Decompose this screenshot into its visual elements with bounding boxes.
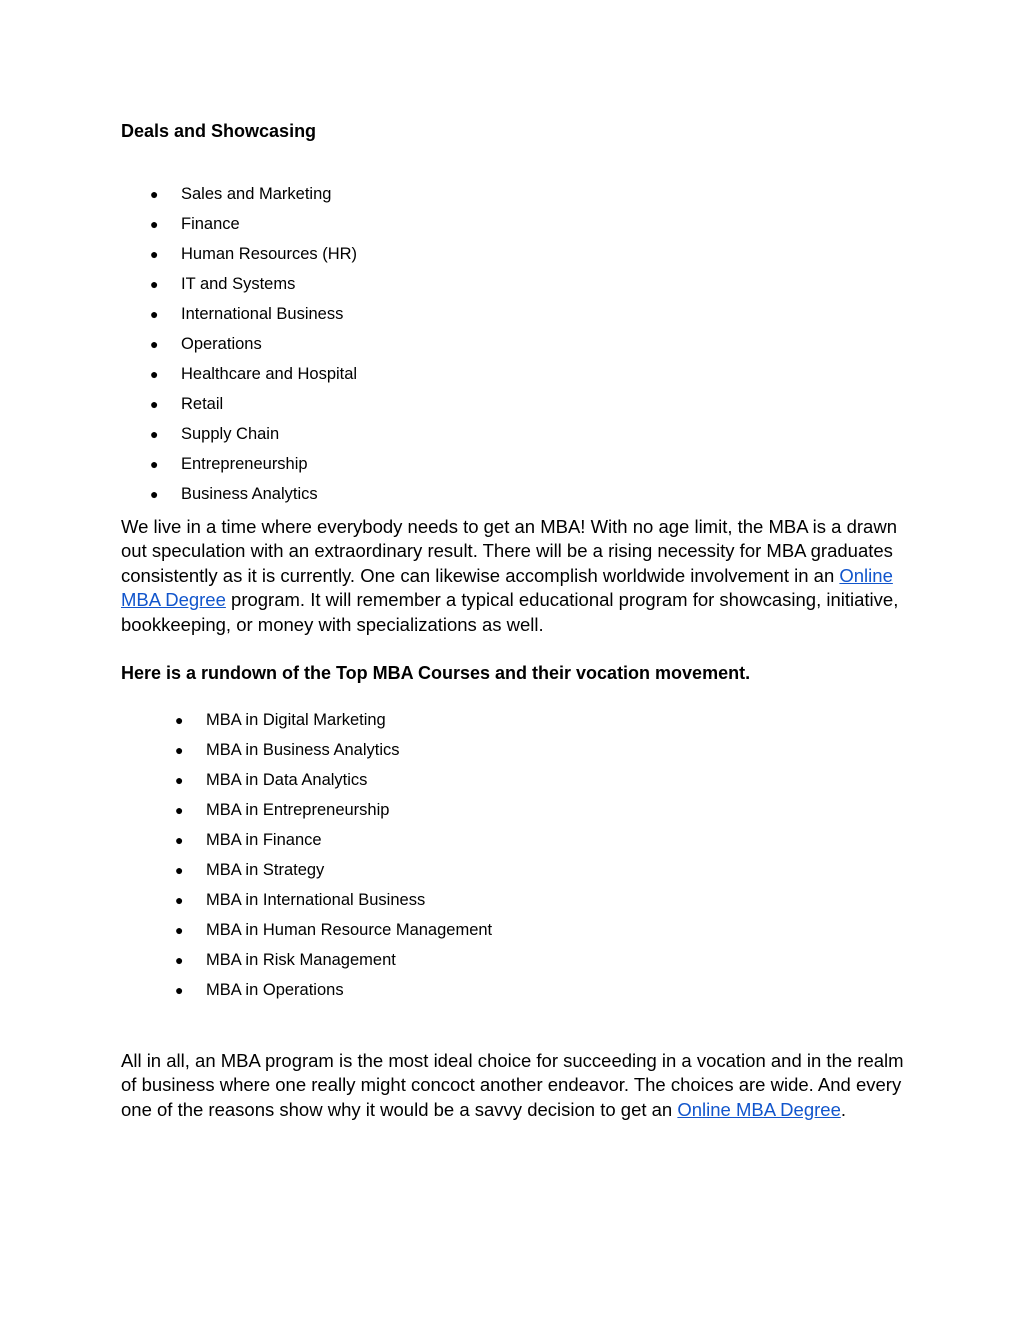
bullet-icon: ●	[150, 306, 159, 322]
list-item-text: Operations	[181, 335, 262, 353]
bullet-icon: ●	[175, 982, 184, 998]
bullet-icon: ●	[150, 216, 159, 232]
list-item-text: MBA in International Business	[206, 891, 426, 909]
bullet-icon: ●	[150, 366, 159, 382]
bullet-icon: ●	[150, 456, 159, 472]
bullet-icon: ●	[175, 862, 184, 878]
section-heading-deals: Deals and Showcasing	[121, 121, 317, 141]
list-item-text: Retail	[181, 395, 224, 413]
intro-paragraph	[121, 515, 911, 637]
list-item-text: IT and Systems	[181, 275, 296, 293]
bullet-icon: ●	[175, 772, 184, 788]
bullet-icon: ●	[175, 952, 184, 968]
list-item-text: Entrepreneurship	[181, 455, 308, 473]
list-item-text: MBA in Finance	[206, 831, 322, 849]
bullet-icon: ●	[175, 712, 184, 728]
list-item-text: MBA in Entrepreneurship	[206, 801, 390, 819]
list-item-text: MBA in Digital Marketing	[206, 711, 386, 729]
list-item-text: MBA in Data Analytics	[206, 771, 368, 789]
paragraph-text: All in all, an MBA program is the most ideal choice for succeeding in a vocation and in the realm of business where one really might concoct another endeavor. The choices are wide. And every one of the reasons show why it would be a savvy decision to get an	[121, 1050, 904, 1120]
bullet-icon: ●	[150, 396, 159, 412]
paragraph-text: We live in a time where everybody needs to get an MBA! With no age limit, the MBA is a drawn out speculation with an extraordinary result. There will be a rising necessity for MBA graduates consistently as it is currently. One can likewise accomplish worldwide involvement in an	[121, 516, 897, 586]
bullet-icon: ●	[150, 486, 159, 502]
list-item-text: MBA in Operations	[206, 981, 344, 999]
list-item-text: Supply Chain	[181, 425, 280, 443]
bullet-icon: ●	[150, 426, 159, 442]
bullet-icon: ●	[150, 276, 159, 292]
bullet-icon: ●	[150, 246, 159, 262]
bullet-icon: ●	[175, 742, 184, 758]
bullet-icon: ●	[150, 186, 159, 202]
bullet-icon: ●	[150, 336, 159, 352]
list-item-text: Healthcare and Hospital	[181, 365, 358, 383]
list-item-text: Finance	[181, 215, 240, 233]
online-mba-degree-link[interactable]: Online MBA Degree	[677, 1098, 841, 1120]
list-item-text: MBA in Human Resource Management	[206, 921, 493, 939]
list-item-text: MBA in Risk Management	[206, 951, 396, 969]
bullet-icon: ●	[175, 832, 184, 848]
bullet-icon: ●	[175, 922, 184, 938]
conclusion-paragraph	[121, 1049, 911, 1122]
online-mba-degree-link[interactable]: Online MBA Degree	[121, 564, 893, 611]
list-item-text: MBA in Business Analytics	[206, 741, 400, 759]
bullet-icon: ●	[175, 802, 184, 818]
paragraph-text: .	[840, 1098, 847, 1120]
list-item-text: International Business	[181, 305, 344, 323]
list-item-text: MBA in Strategy	[206, 861, 325, 879]
list-item-text: Sales and Marketing	[181, 185, 332, 203]
list-item-text: Business Analytics	[181, 485, 318, 503]
paragraph-text: program. It will remember a typical educational program for showcasing, initiative, bookkeeping, or money with specializations as well.	[121, 589, 899, 635]
bullet-icon: ●	[175, 892, 184, 908]
section-heading-top-courses: Here is a rundown of the Top MBA Courses and their vocation movement.	[121, 663, 751, 683]
list-item-text: Human Resources (HR)	[181, 245, 358, 263]
